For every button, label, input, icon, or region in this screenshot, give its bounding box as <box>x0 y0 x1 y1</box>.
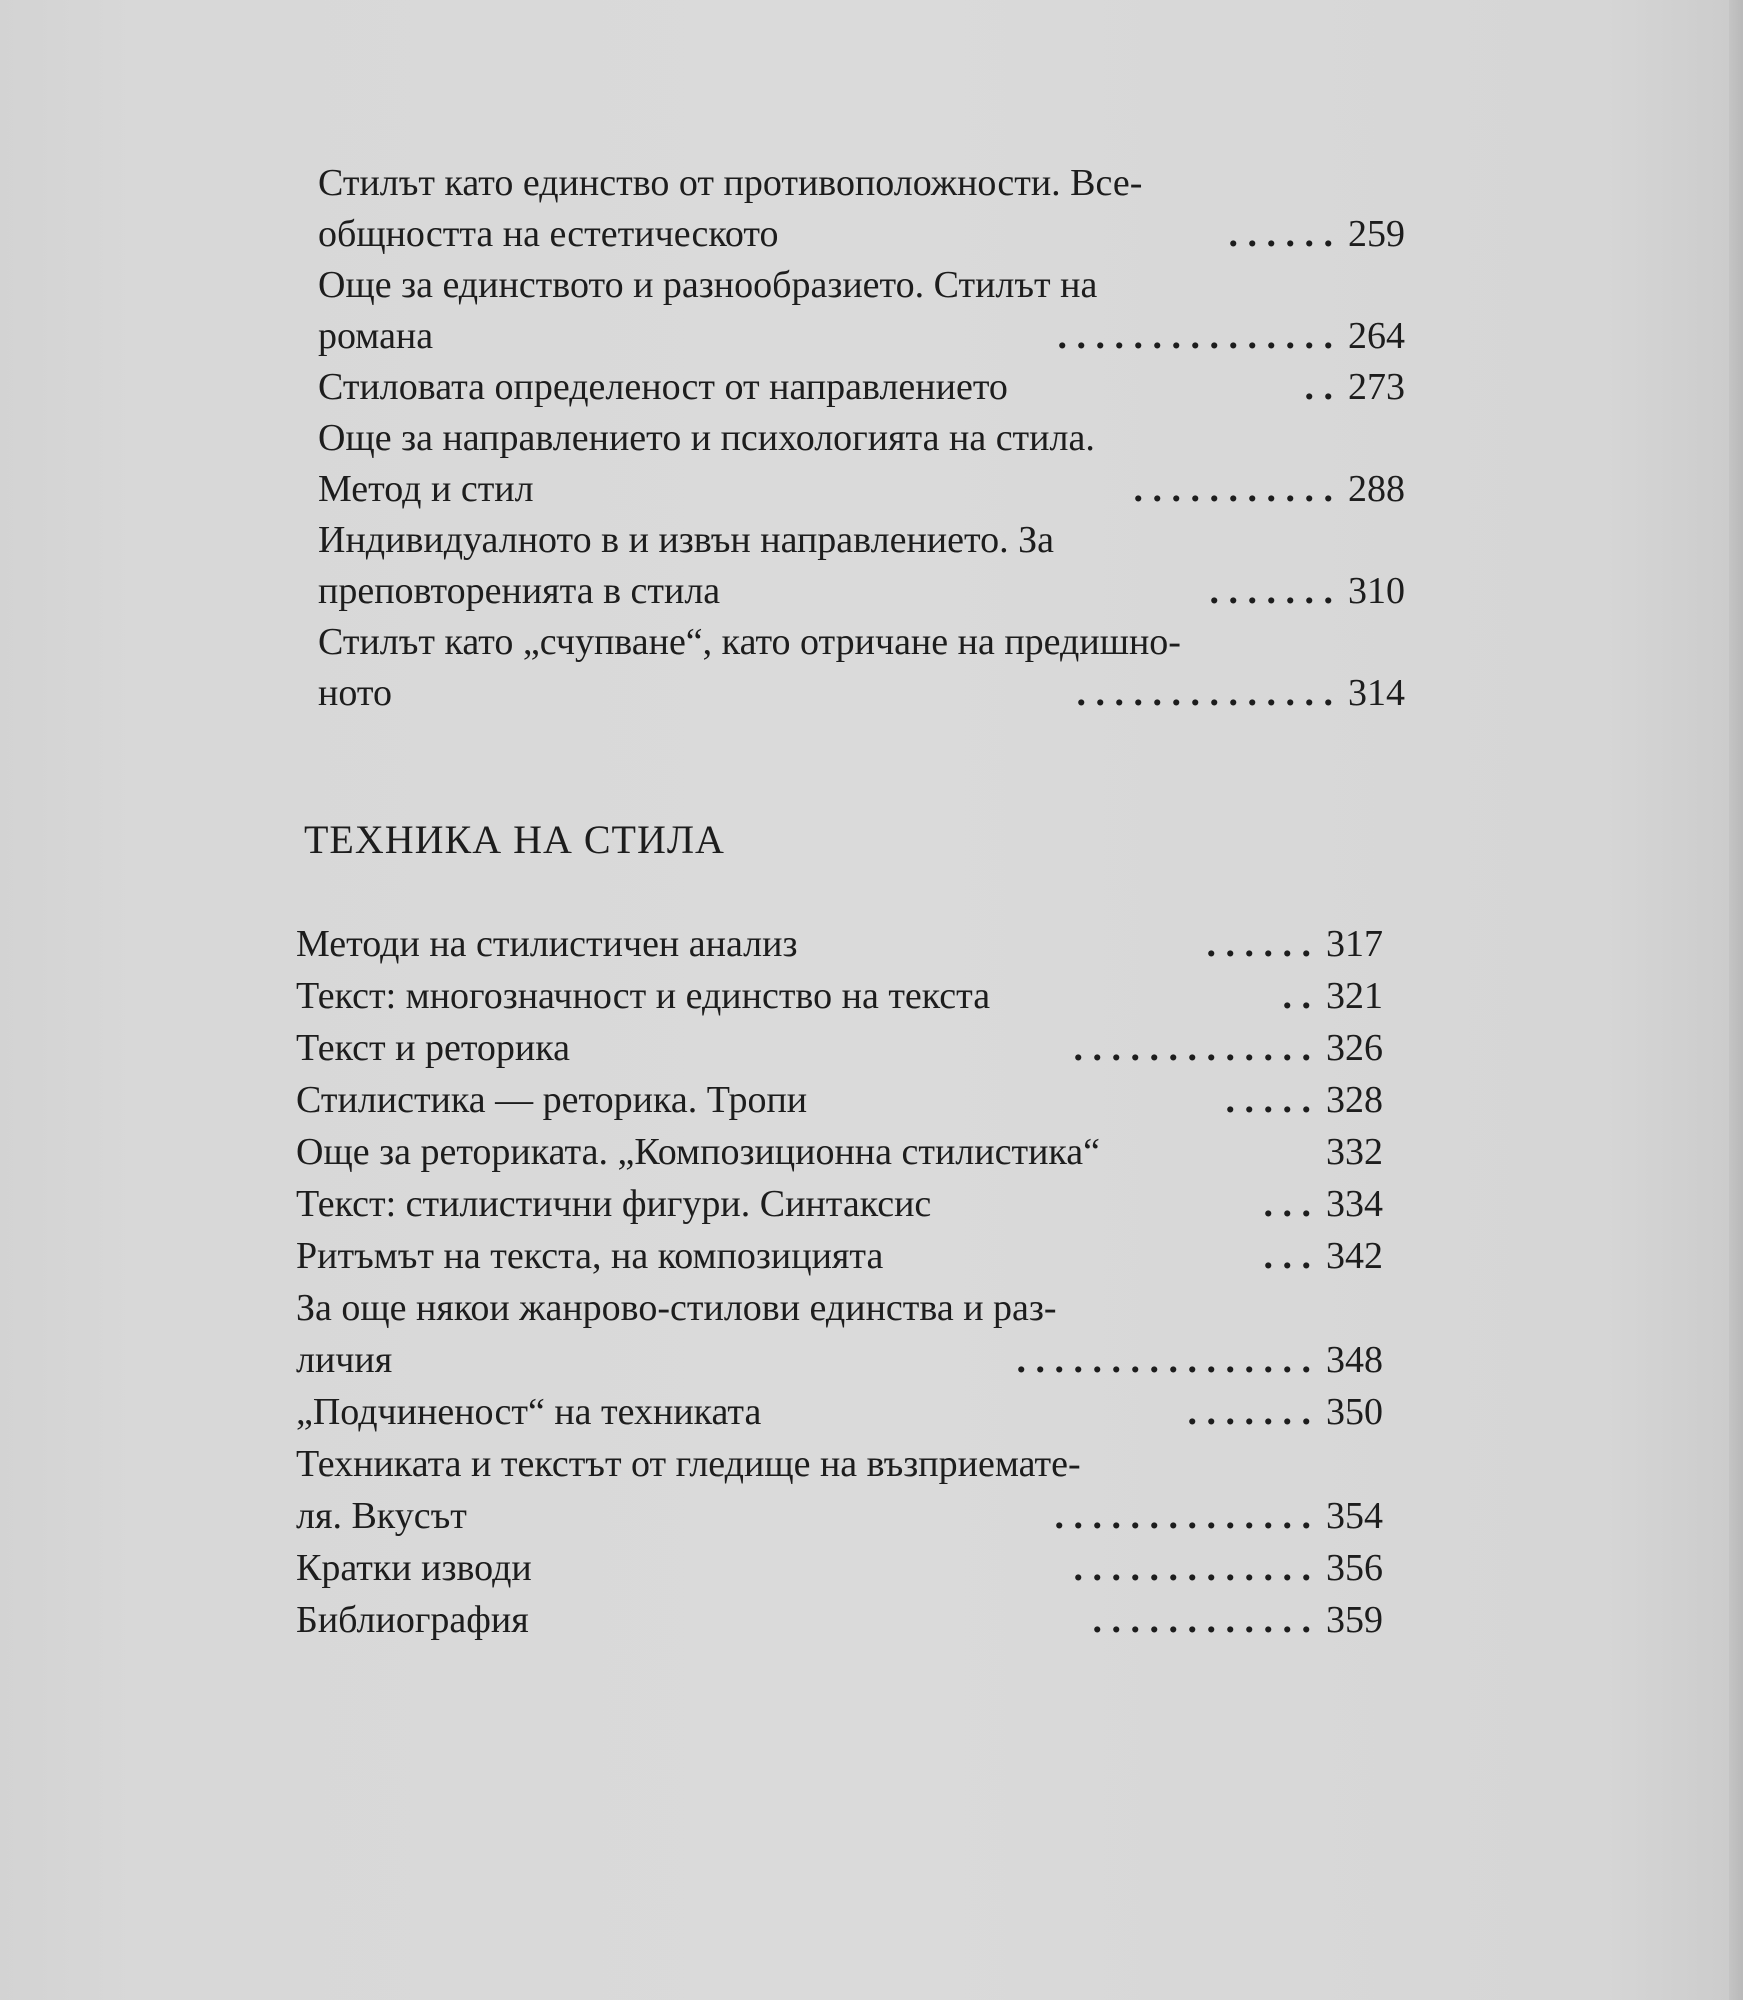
toc-entry-title: Текст и реторика <box>296 1027 571 1069</box>
page-number: 334 <box>1326 1183 1383 1225</box>
dot-leader: . . . . . . . . . . . . . . . <box>1057 315 1333 357</box>
toc-entry-title: ля. Вкусът <box>296 1495 467 1537</box>
toc-entry-title: Още за единството и разнообразието. Стилът на <box>318 264 1098 306</box>
page-edge <box>1729 0 1743 2000</box>
toc-entry-line <box>296 1282 1301 1334</box>
toc-entry <box>296 1178 1426 1230</box>
page-number: 259 <box>1348 213 1405 255</box>
page-number: 350 <box>1326 1391 1383 1433</box>
toc-entry-last-line <box>296 918 1426 970</box>
toc-entry-last-line <box>296 1386 1426 1438</box>
toc-entry <box>296 1438 1426 1542</box>
section-heading: ТЕХНИКА НА СТИЛА <box>304 817 725 862</box>
page-number: 321 <box>1326 975 1383 1017</box>
toc-entry <box>296 1594 1426 1646</box>
page-number: 342 <box>1326 1235 1383 1277</box>
toc-entry-last-line <box>296 1594 1426 1646</box>
toc-entry-title: Индивидуалното в и извън направлението. За <box>318 519 1054 561</box>
toc-entry <box>296 1542 1426 1594</box>
toc-entry-last-line <box>318 311 1448 362</box>
toc-entry <box>318 362 1448 413</box>
dot-leader: . . . . . . . . . . . . . . <box>1054 1495 1311 1537</box>
toc-entry-last-line <box>296 1230 1426 1282</box>
dot-leader: . . . . . . . . . . . . <box>1092 1599 1311 1641</box>
toc-entry-title: Текст: многозначност и единство на текста <box>296 975 991 1017</box>
page-number: 264 <box>1348 315 1405 357</box>
page-number: 348 <box>1326 1339 1383 1381</box>
toc-entry <box>318 413 1448 515</box>
toc-entry-title: Още за реториката. „Композиционна стилистика“ <box>296 1131 1101 1173</box>
toc-entry-last-line <box>296 1126 1426 1178</box>
toc-entry-last-line <box>296 1074 1426 1126</box>
page-number: 317 <box>1326 923 1383 965</box>
dot-leader: . . . . . . <box>1228 213 1333 255</box>
page-number: 356 <box>1326 1547 1383 1589</box>
dot-leader: . . <box>1282 975 1311 1017</box>
toc-entry <box>296 1074 1426 1126</box>
toc-entry <box>296 1230 1426 1282</box>
toc-entry-line <box>318 515 1333 566</box>
dot-leader: . . . <box>1263 1183 1311 1225</box>
toc-entry <box>318 260 1448 362</box>
toc-entry-last-line <box>296 1022 1426 1074</box>
toc-entry-line <box>296 1438 1301 1490</box>
dot-leader: . . . . . . . <box>1187 1391 1311 1433</box>
toc-entry-title: Стилистика — реторика. Тропи <box>296 1079 808 1121</box>
page-number: 332 <box>1326 1131 1383 1173</box>
toc-entry-title: романа <box>318 315 434 357</box>
page-number: 326 <box>1326 1027 1383 1069</box>
dot-leader: . . . . . . . <box>1209 570 1333 612</box>
dot-leader: . . . . . . . . . . . . . <box>1073 1547 1311 1589</box>
toc-part-1 <box>318 158 1448 719</box>
toc-entry <box>296 1022 1426 1074</box>
toc-entry-title: Ритъмът на текста, на композицията <box>296 1235 884 1277</box>
toc-entry-title: Метод и стил <box>318 468 534 510</box>
toc-entry-title: Текст: стилистични фигури. Синтаксис <box>296 1183 932 1225</box>
toc-entry-title: Техниката и текстът от гледище на възприемате- <box>296 1443 1081 1485</box>
toc-entry-line <box>318 617 1333 668</box>
toc-entry <box>318 158 1448 260</box>
dot-leader: . . . . . . . . . . . . . <box>1073 1027 1311 1069</box>
toc-entry <box>296 1386 1426 1438</box>
toc-entry-title: „Подчиненост“ на техниката <box>296 1391 762 1433</box>
page-number: 328 <box>1326 1079 1383 1121</box>
toc-entry-title: Стилът като единство от противоположности. Все- <box>318 162 1143 204</box>
toc-entry-title: общността на естетическото <box>318 213 779 255</box>
toc-entry-title: Стилът като „счупване“, като отричане на предишно- <box>318 621 1181 663</box>
toc-entry-line <box>318 158 1333 209</box>
toc-entry-last-line <box>296 1542 1426 1594</box>
toc-entry-last-line <box>318 362 1448 413</box>
toc-entry-title: преповторенията в стила <box>318 570 721 612</box>
dot-leader: . . . <box>1263 1235 1311 1277</box>
toc-entry-title: За още някои жанрово-стилови единства и раз- <box>296 1287 1057 1329</box>
page-number: 288 <box>1348 468 1405 510</box>
toc-entry-title: Библиография <box>296 1599 529 1641</box>
dot-leader: . . . . . . . . . . . . . . <box>1076 672 1333 714</box>
toc-entry <box>318 617 1448 719</box>
page-number: 354 <box>1326 1495 1383 1537</box>
toc-entry-title: Стиловата определеност от направлението <box>318 366 1008 408</box>
toc-entry <box>296 918 1426 970</box>
dot-leader: . . . . . . . . . . . . . . . . <box>1016 1339 1311 1381</box>
toc-part-2 <box>296 918 1426 1646</box>
toc-entry-title: Кратки изводи <box>296 1547 532 1589</box>
toc-entry-last-line <box>296 1490 1426 1542</box>
dot-leader: . . . . . . . . . . . <box>1133 468 1333 510</box>
toc-entry-last-line <box>296 1178 1426 1230</box>
toc-entry <box>296 970 1426 1022</box>
toc-entry-title: личия <box>296 1339 393 1381</box>
toc-entry-line <box>318 260 1333 311</box>
page-number: 314 <box>1348 672 1405 714</box>
toc-entry <box>296 1126 1426 1178</box>
page-number: 310 <box>1348 570 1405 612</box>
toc-entry-title: ното <box>318 672 392 714</box>
toc-entry-last-line <box>296 1334 1426 1386</box>
page-number: 359 <box>1326 1599 1383 1641</box>
toc-entry <box>318 515 1448 617</box>
toc-entry <box>296 1282 1426 1386</box>
toc-entry-last-line <box>318 566 1448 617</box>
dot-leader: . . <box>1304 366 1333 408</box>
page-number: 273 <box>1348 366 1405 408</box>
toc-entry-last-line <box>318 464 1448 515</box>
toc-entry-title: Още за направлението и психологията на стила. <box>318 417 1095 459</box>
toc-entry-title: Методи на стилистичен анализ <box>296 923 798 965</box>
toc-entry-line <box>318 413 1333 464</box>
toc-entry-last-line <box>296 970 1426 1022</box>
toc-entry-last-line <box>318 668 1448 719</box>
dot-leader: . . . . . <box>1225 1079 1311 1121</box>
dot-leader: . . . . . . <box>1206 923 1311 965</box>
toc-entry-last-line <box>318 209 1448 260</box>
